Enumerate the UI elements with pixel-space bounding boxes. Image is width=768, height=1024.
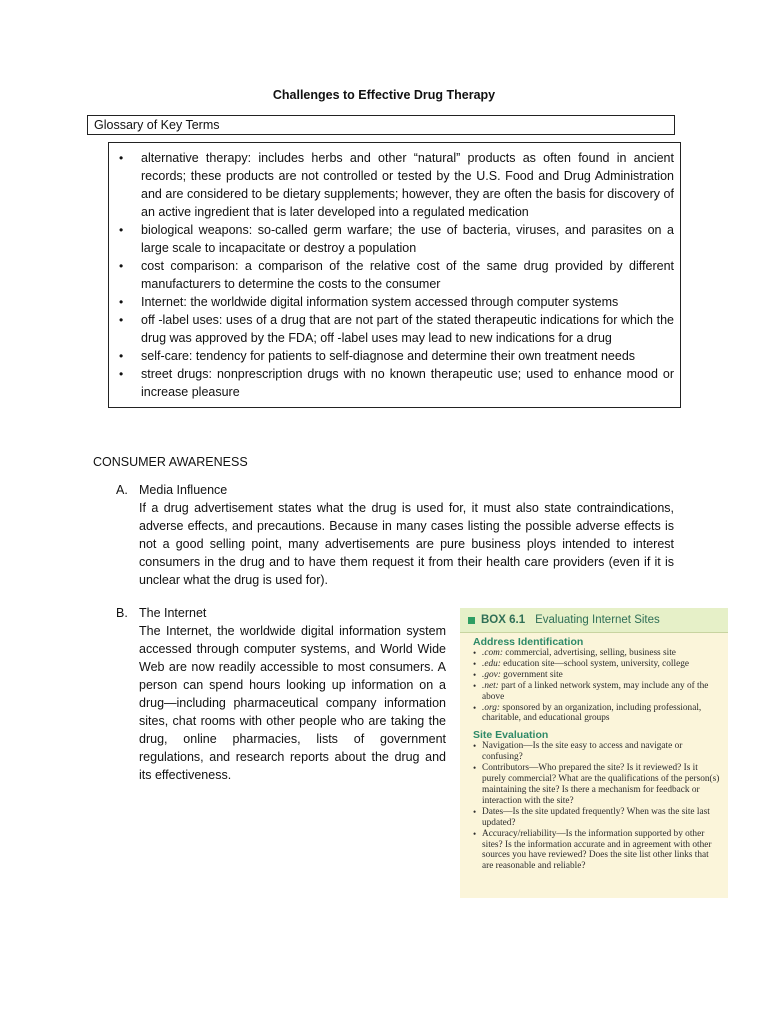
address-term: .net: <box>482 680 499 691</box>
bullet-icon: • <box>119 259 124 273</box>
address-desc: commercial, advertising, selling, business site <box>502 648 676 658</box>
bullet-icon: • <box>119 367 124 381</box>
address-desc: sponsored by an organization, including professional, charitable, and educational groups <box>482 702 702 724</box>
subsection-title: Media Influence <box>139 483 228 497</box>
address-item <box>473 659 722 670</box>
glossary-item <box>115 149 674 221</box>
box-section-heading: Site Evaluation <box>473 729 549 742</box>
address-desc: government site <box>500 669 563 680</box>
subsection-body: If a drug advertisement states what the drug is used for, it must also state contraindications, adverse effects, and precautions. Because in many cases listing the possible adverse effects is not a good selling point, many advertisements are pure business ploys intended to interest consumers in the drug and to have them request it from their health care providers (even if it is unclear what the drug is used for). <box>139 501 674 587</box>
box-header <box>460 608 728 633</box>
glossary-item <box>115 347 674 365</box>
glossary-item <box>115 221 674 257</box>
address-item <box>473 670 722 681</box>
evaluation-list <box>460 741 728 872</box>
bullet-icon: • <box>119 349 124 363</box>
bullet-icon: • <box>119 295 124 309</box>
subsection-letter: A. <box>116 483 128 497</box>
glossary-item-text: alternative therapy: includes herbs and other “natural” products as often found in ancient records; these products are not controlled or tested by the U.S. Food and Drug Administration and are considered to be dietary supplements; however, they are often the basis for discovery of an active ingredient that is later developed into a regulated medication <box>141 151 674 219</box>
evaluation-item: • Dates—Is the site updated frequently? When was the site last updated? <box>473 807 722 829</box>
glossary-item <box>115 365 674 401</box>
bullet-icon: • <box>119 223 124 237</box>
address-item <box>473 681 722 703</box>
glossary-item <box>115 311 674 347</box>
glossary-item-text: street drugs: nonprescription drugs with no known therapeutic use; used to enhance mood or increase pleasure <box>141 367 674 399</box>
address-term: .edu: <box>482 658 501 669</box>
box-label: BOX 6.1 <box>481 614 526 626</box>
evaluation-item: • Accuracy/reliability—Is the information supported by other sites? Is the information accurate and in agreement with other sources you have reviewed? Does the site list other links that are reasonable and reliable? <box>473 829 722 873</box>
address-desc: part of a linked network system, may include any of the above <box>482 680 709 702</box>
glossary-item <box>115 257 674 293</box>
bullet-icon: • <box>119 313 124 327</box>
glossary-item-text: self-care: tendency for patients to self-diagnose and determine their own treatment needs <box>141 349 636 363</box>
evaluation-item: • Contributors—Who prepared the site? Is it reviewed? Is it purely commercial? What are the qualifications of the person(s) maintaining the site? Is there a mechanism for feedback or interaction with the site? <box>473 763 722 807</box>
subsection-title: The Internet <box>139 606 207 620</box>
consumer-awareness-heading: CONSUMER AWARENESS <box>93 455 248 469</box>
glossary-heading: Glossary of Key Terms <box>87 115 675 135</box>
address-item <box>473 703 722 725</box>
box-title: Evaluating Internet Sites <box>535 614 660 626</box>
box-section-heading: Address Identification <box>473 636 584 648</box>
box-evaluating-internet-sites <box>460 608 728 898</box>
document-title: Challenges to Effective Drug Therapy <box>272 88 496 102</box>
glossary-item <box>115 293 674 311</box>
glossary-item-text: off -label uses: uses of a drug that are not part of the stated therapeutic indications for which the drug was approved by the FDA; off -label uses may lead to new indications for a drug <box>141 313 674 345</box>
bullet-icon: • <box>119 151 124 165</box>
glossary-list <box>115 149 674 401</box>
glossary-box <box>108 142 681 408</box>
address-term: .gov: <box>482 669 501 680</box>
glossary-item-text: cost comparison: a comparison of the relative cost of the same drug provided by different manufacturers to determine the costs to the consumer <box>141 259 674 291</box>
glossary-item-text: Internet: the worldwide digital information system accessed through computer systems <box>141 295 619 309</box>
address-term: .com: <box>482 648 503 658</box>
glossary-item-text: biological weapons: so-called germ warfare; the use of bacteria, viruses, and parasites on a large scale to incapacitate or destroy a population <box>141 223 674 255</box>
subsection-body: The Internet, the worldwide digital information system accessed through computer systems, and World Wide Web are now readily accessible to most consumers. A person can spend hours looking up information on a drug—including pharmaceutical company information sites, chat rooms with other people who are taking the drug, online pharmacies, lists of government regulations, and research reports about the drug and its effectiveness. <box>139 624 446 782</box>
address-list <box>460 648 728 724</box>
subsection-letter: B. <box>116 606 128 620</box>
address-desc: education site—school system, university, college <box>500 658 689 669</box>
address-item <box>473 648 722 659</box>
address-term: .org: <box>482 702 500 713</box>
square-icon <box>468 617 475 624</box>
evaluation-item: • Navigation—Is the site easy to access and navigate or confusing? <box>473 741 722 763</box>
